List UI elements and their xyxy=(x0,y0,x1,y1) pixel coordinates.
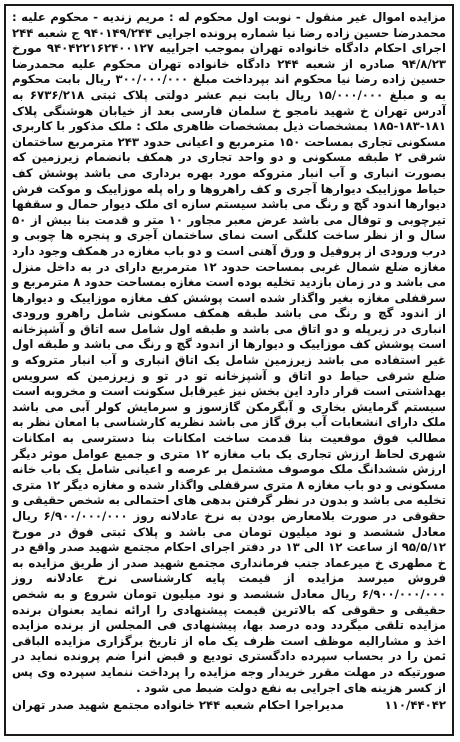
notice-footer xyxy=(12,698,446,714)
notice-signature: مدیراجرا احکام شعبه ۲۴۴ خانواده مجتمع شهید صدر تهران xyxy=(12,698,344,713)
auction-notice xyxy=(4,4,454,736)
notice-code: ۱۱۰/۴۴۰۴۲ xyxy=(384,698,446,713)
notice-body: مزایده اموال غیر منقول - نوبت اول محکوم له : مریم زندیه - محکوم علیه : محمدرضا حسین زاده رضا نیا شماره پرونده اجرایی ۹۴۰۱۴۹/۲۴۴ ج شعبه ۲۴۴ اجرای احکام دادگاه خانواده تهران بموجب اجراییه ۹۴۰۴۲۲۱۶۲۴۰۰۱۲۷ مورخ ۹۴/۸/۲۳ صادره از شعبه ۲۴۴ دادگاه خانواده تهران محکوم علیه محمدرضا حسین زاده رضا نیا محکوم اند بپرداخت مبلغ ۳۰۰/۰۰۰/۰۰۰ ریال بابت محکوم به و مبلغ ۱۵/۰۰۰/۰۰۰ ریال بابت نیم عشر دولتی پلاک ثبتی ۶۷۳۶/۲۱۸ به آدرس تهران خ شهید نامجو خ سلمان فارسی بعد از خیابان هوشنگی پلاک ۱۸۱-۱۸۳-۱۸۵ بمشخصات ذیل بمشخصات ظاهری ملک : ملک مذکور با کاربری مسکونی تجاری بمساحت ۱۵۰ مترمربع و اعیانی حدود ۲۴۳ مترمربع ساختمان شرقی ۲ طبقه مسکونی و دو واحد تجاری در همکف بانضمام زیرزمین که بصورت انباری و آب انبار متروکه مورد بهره برداری می باشد پوشش کف حیاط موزاییک دیوارها آجری و کف راهروها و راه پله موزاییک و موکت فرش دیوارها اندود گچ و رنگ می باشد سیستم سازه ای ملک دیوار حمال و سقفها تیرچوبی و توفال می باشد عرض معبر مجاور ۱۰ متر و قدمت بنا بیش از ۵۰ سال و از نظر ساخت کلنگی است نمای ساختمان آجری و پنجره ها چوبی و درب ورودی از پروفیل و ورق آهنی است و دو باب مغازه در همکف وجود دارد مغازه ضلع شمال غربی بمساحت حدود ۱۲ مترمربع دارای در به داخل منزل می باشد و در زمان بازدید تخلیه بوده است مغازه بمساحت حدود ۸ مترمربع و سرقفلی مغازه بغیر واگذار شده است پوشش کف مغازه موزاییک و دیوارها از اندود گچ و رنگ می باشد طبقه همکف مسکونی شامل راهرو ورودی انباری در زیرپله و دو اتاق می باشد و طبقه اول شامل سه اتاق و آشپزخانه است پوشش کف موزاییک و دیوارها از اندود گچ و رنگ می باشد و طبقه اول غیر استفاده می باشد زیرزمین شامل یک اتاق انباری و آب انبار متروکه و ضلع شرقی حیاط دو اتاق و آشپزخانه تو در تو و زیرزمین که سرویس بهداشتی است قرار دارد این بخش نیز غیرقابل سکونت است و مخروبه است سیستم گرمایش بخاری و آبگرمکن گازسوز و سرمایش کولر آبی می باشد ملک دارای انشعابات آب برق گاز می باشد نظریه کارشناسی با امعان نظر به مطالب فوق موقعیت بنا قدمت ساخت امکانات بنا دسترسی به امکانات شهری لحاظ ارزش تجاری یک باب مغازه ۱۲ متری و جمیع عوامل موثر دیگر ارزش ششدانگ ملک موصوف مشتمل بر عرصه و اعیانی شامل یک باب خانه مسکونی و دو باب مغازه ۸ متری سرقفلی واگذار شده و مغازه دیگر ۱۲ متری تخلیه می باشد و بدون در نظر گرفتن بدهی های احتمالی به شخص حقیقی و حقوقی در صورت بلامعارض بودن به نرخ عادلانه روز ۶/۹۰۰/۰۰۰/۰۰۰ ریال معادل ششصد و نود میلیون تومان می باشد و پلاک ثبتی فوق در مورخ ۹۵/۵/۱۲ از ساعت ۱۲ الی ۱۳ در دفتر اجرای احکام مجتمع شهید صدر واقع در خ مطهری خ میرعماد جنب فرمانداری مجتمع شهید صدر از طریق مزایده به فروش میرسد مزایده از قیمت پایه کارشناسی نرخ عادلانه روز ۶/۹۰۰/۰۰۰/۰۰۰ ریال معادل ششصد و نود میلیون تومان شروع و به شخص حقیقی و حقوقی که بالاترین قیمت پیشنهادی را ارائه نماید بعنوان برنده مزایده تلقی میگردد وده درصد بها، پیشنهادی فی المجلس از برنده مزایده اخذ و مشارالیه موظف است ظرف یک ماه از تاریخ برگزاری مزایده الباقی ثمن را در بحساب سپرده دادگستری تودیع و قبض انرا ضم پرونده نماید در صورتیکه در مهلت مقرر خریدار وجه مزایده را پرداخت ننماید سپرده وی پس از کسر هزینه های اجرایی به نفع دولت ضبط می شود . xyxy=(12,10,447,695)
